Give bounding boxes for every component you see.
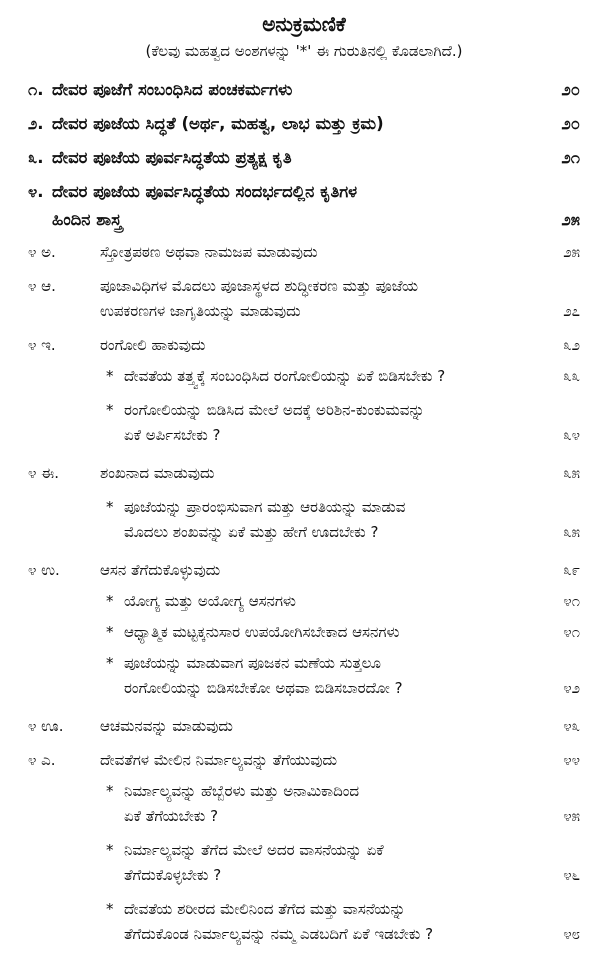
asterisk-marker: * xyxy=(106,841,114,859)
entry-title xyxy=(124,398,538,448)
toc-entry[interactable] xyxy=(28,76,580,104)
entry-number: ೪ ಈ. xyxy=(28,464,59,482)
asterisk-marker: * xyxy=(106,654,114,672)
entry-title xyxy=(124,838,538,888)
entry-title-line: ತೆಗೆದುಕೊಳ್ಳಬೇಕು ? xyxy=(124,866,222,884)
entry-title-line: ಪೂಜೆಯನ್ನು ಪ್ರಾರಂಭಿಸುವಾಗ ಮತ್ತು ಆರತಿಯನ್ನು ಮಾಡುವ xyxy=(124,498,406,516)
entry-title xyxy=(100,274,538,324)
toc-subentry[interactable] xyxy=(28,240,580,265)
entry-title: ಆಧ್ಯಾತ್ಮಿಕ ಮಟ್ಟಕ್ಕನುಸಾರ ಉಪಯೋಗಿಸಬೇಕಾದ ಆಸನಗಳು xyxy=(124,623,400,641)
toc-entry[interactable] xyxy=(28,144,580,172)
entry-page: ೩೫ xyxy=(563,464,580,482)
entry-number: ೨. xyxy=(28,114,44,133)
toc-entry[interactable] xyxy=(28,110,580,138)
asterisk-marker: * xyxy=(106,900,114,918)
asterisk-marker: * xyxy=(106,498,114,516)
entry-title-line: ಹಿಂದಿನ ಶಾಸ್ತ್ರ xyxy=(52,210,122,229)
toc-bullet-entry[interactable] xyxy=(28,779,580,829)
entry-page: ೩೯ xyxy=(563,561,580,579)
toc-bullet-entry[interactable] xyxy=(28,651,580,701)
entry-title xyxy=(52,178,538,234)
entry-page: ೩೫ xyxy=(563,523,580,541)
entry-page: ೪೧ xyxy=(563,592,580,610)
asterisk-marker: * xyxy=(106,367,114,385)
entry-title-line: ಪೂಜಾವಿಧಿಗಳ ಮೊದಲು ಪೂಜಾಸ್ಥಳದ ಶುದ್ಧೀಕರಣ ಮತ್ತು ಪೂಜೆಯ xyxy=(100,277,419,295)
toc-entry[interactable] xyxy=(28,178,580,234)
asterisk-marker: * xyxy=(106,782,114,800)
entry-title: ರಂಗೋಲಿ ಹಾಕುವುದು xyxy=(100,336,206,354)
entry-page: ೩೪ xyxy=(563,426,580,444)
entry-page: ೪೪ xyxy=(563,751,580,769)
entry-number: ೩. xyxy=(28,148,44,167)
entry-title-line: ದೇವತೆಯ ಶರೀರದ ಮೇಲಿನಿಂದ ತೆಗೆದ ಮತ್ತು ವಾಸನೆಯನ್ನು xyxy=(124,900,406,918)
entry-number: ೪ ಇ. xyxy=(28,336,56,354)
toc-bullet-entry[interactable] xyxy=(28,838,580,888)
entry-title: ಆಚಮನವನ್ನು ಮಾಡುವುದು xyxy=(100,717,233,735)
toc-subentry[interactable] xyxy=(28,461,580,486)
entry-page: ೨೦ xyxy=(561,114,580,133)
entry-page: ೨೧ xyxy=(561,148,580,167)
entry-title: ದೇವತೆಗಳ ಮೇಲಿನ ನಿರ್ಮಾಲ್ಯವನ್ನು ತೆಗೆಯುವುದು xyxy=(100,751,337,769)
entry-title xyxy=(124,651,538,701)
entry-title-line: ತೆಗೆದುಕೊಂಡ ನಿರ್ಮಾಲ್ಯವನ್ನು ನಮ್ಮ ಎಡಬದಿಗೆ ಏಕೆ ಇಡಬೇಕು ? xyxy=(124,925,434,943)
toc-subentry[interactable] xyxy=(28,333,580,358)
entry-number: ೪ ಆ. xyxy=(28,277,56,295)
entry-title xyxy=(124,897,538,947)
entry-title-line: ಏಕೆ ಅರ್ಪಿಸಬೇಕು ? xyxy=(124,426,221,444)
entry-title: ಶಂಖನಾದ ಮಾಡುವುದು xyxy=(100,464,215,482)
entry-title: ದೇವರ ಪೂಜೆಯ ಸಿದ್ಧತೆ (ಅರ್ಥ, ಮಹತ್ವ, ಲಾಭ ಮತ್ತು ಕ್ರಮ) xyxy=(52,114,384,133)
entry-page: ೪೩ xyxy=(563,717,580,735)
entry-page: ೨೦ xyxy=(561,80,580,99)
entry-title: ದೇವರ ಪೂಜೆಗೆ ಸಂಬಂಧಿಸಿದ ಪಂಚಕರ್ಮಗಳು xyxy=(52,80,293,99)
toc-subentry[interactable] xyxy=(28,274,580,324)
entry-number: ೪ ಎ. xyxy=(28,751,56,769)
entry-title-line: ನಿರ್ಮಾಲ್ಯವನ್ನು ಹೆಬ್ಬೆರಳು ಮತ್ತು ಅನಾಮಿಕಾದಿಂದ xyxy=(124,782,360,800)
toc-subentry[interactable] xyxy=(28,714,580,739)
toc-subentry[interactable] xyxy=(28,748,580,773)
entry-page: ೪೬ xyxy=(563,866,580,884)
toc-bullet-entry[interactable] xyxy=(28,620,580,645)
entry-title: ದೇವರ ಪೂಜೆಯ ಪೂರ್ವಸಿದ್ಧತೆಯ ಪ್ರತ್ಯಕ್ಷ ಕೃತಿ xyxy=(52,148,292,167)
entry-title-line: ಪೂಜೆಯನ್ನು ಮಾಡುವಾಗ ಪೂಜಕನ ಮಣೆಯ ಸುತ್ತಲೂ xyxy=(124,654,381,672)
entry-title-line: ಉಪಕರಣಗಳ ಜಾಗೃತಿಯನ್ನು ಮಾಡುವುದು xyxy=(100,302,301,320)
entry-title xyxy=(124,779,538,829)
entry-page: ೪೧ xyxy=(563,623,580,641)
toc-subentry[interactable] xyxy=(28,558,580,583)
asterisk-marker: * xyxy=(106,401,114,419)
entry-title-line: ದೇವರ ಪೂಜೆಯ ಪೂರ್ವಸಿದ್ಧತೆಯ ಸಂದರ್ಭದಲ್ಲಿನ ಕೃತಿಗಳ xyxy=(52,182,358,201)
asterisk-marker: * xyxy=(106,592,114,610)
entry-page: ೨೭ xyxy=(563,302,580,320)
page-subtitle: (ಕೆಲವು ಮಹತ್ವದ ಅಂಶಗಳನ್ನು '*' ಈ ಗುರುತಿನಲ್ಲಿ ಕೊಡಲಾಗಿದೆ.) xyxy=(145,42,463,60)
entry-page: ೪೫ xyxy=(563,807,580,825)
entry-number: ೪. xyxy=(28,182,44,201)
entry-title: ಆಸನ ತೆಗೆದುಕೊಳ್ಳುವುದು xyxy=(100,561,221,579)
entry-title-line: ರಂಗೋಲಿಯನ್ನು ಬಿಡಿಸಬೇಕೋ ಅಥವಾ ಬಿಡಿಸಬಾರದೋ ? xyxy=(124,679,403,697)
entry-title-line: ಮೊದಲು ಶಂಖವನ್ನು ಏಕೆ ಮತ್ತು ಹೇಗೆ ಊದಬೇಕು ? xyxy=(124,523,379,541)
entry-page: ೨೫ xyxy=(561,210,580,229)
toc-bullet-entry[interactable] xyxy=(28,495,580,545)
entry-title: ದೇವತೆಯ ತತ್ತ್ವಕ್ಕೆ ಸಂಬಂಧಿಸಿದ ರಂಗೋಲಿಯನ್ನು ಏಕೆ ಬಿಡಿಸಬೇಕು ? xyxy=(124,367,446,385)
entry-title: ಯೋಗ್ಯ ಮತ್ತು ಅಯೋಗ್ಯ ಆಸನಗಳು xyxy=(124,592,296,610)
entry-title-line: ನಿರ್ಮಾಲ್ಯವನ್ನು ತೆಗೆದ ಮೇಲೆ ಅದರ ವಾಸನೆಯನ್ನು ಏಕೆ xyxy=(124,841,384,859)
page-title: ಅನುಕ್ರಮಣಿಕೆ xyxy=(262,12,346,36)
entry-title-line: ರಂಗೋಲಿಯನ್ನು ಬಿಡಿಸಿದ ಮೇಲೆ ಅದಕ್ಕೆ ಅರಿಶಿನ-ಕುಂಕುಮವನ್ನು xyxy=(124,401,425,419)
entry-page: ೩೨ xyxy=(563,336,580,354)
toc-bullet-entry[interactable] xyxy=(28,589,580,614)
toc-bullet-entry[interactable] xyxy=(28,398,580,448)
toc-bullet-entry[interactable] xyxy=(28,897,580,947)
entry-title: ಸ್ತೋತ್ರಪಠಣ ಅಥವಾ ನಾಮಜಪ ಮಾಡುವುದು xyxy=(100,243,318,261)
entry-page: ೪೮ xyxy=(563,925,580,943)
entry-number: ೪ ಊ. xyxy=(28,717,64,735)
entry-page: ೩೩ xyxy=(563,367,580,385)
toc-bullet-entry[interactable] xyxy=(28,364,580,389)
entry-number: ೧. xyxy=(28,80,44,99)
asterisk-marker: * xyxy=(106,623,114,641)
entry-number: ೪ ಉ. xyxy=(28,561,60,579)
entry-page: ೪೨ xyxy=(563,679,580,697)
entry-page: ೨೫ xyxy=(563,243,580,261)
entry-title xyxy=(124,495,538,545)
entry-number: ೪ ಅ. xyxy=(28,243,56,261)
entry-title-line: ಏಕೆ ತೆಗೆಯಬೇಕು ? xyxy=(124,807,219,825)
